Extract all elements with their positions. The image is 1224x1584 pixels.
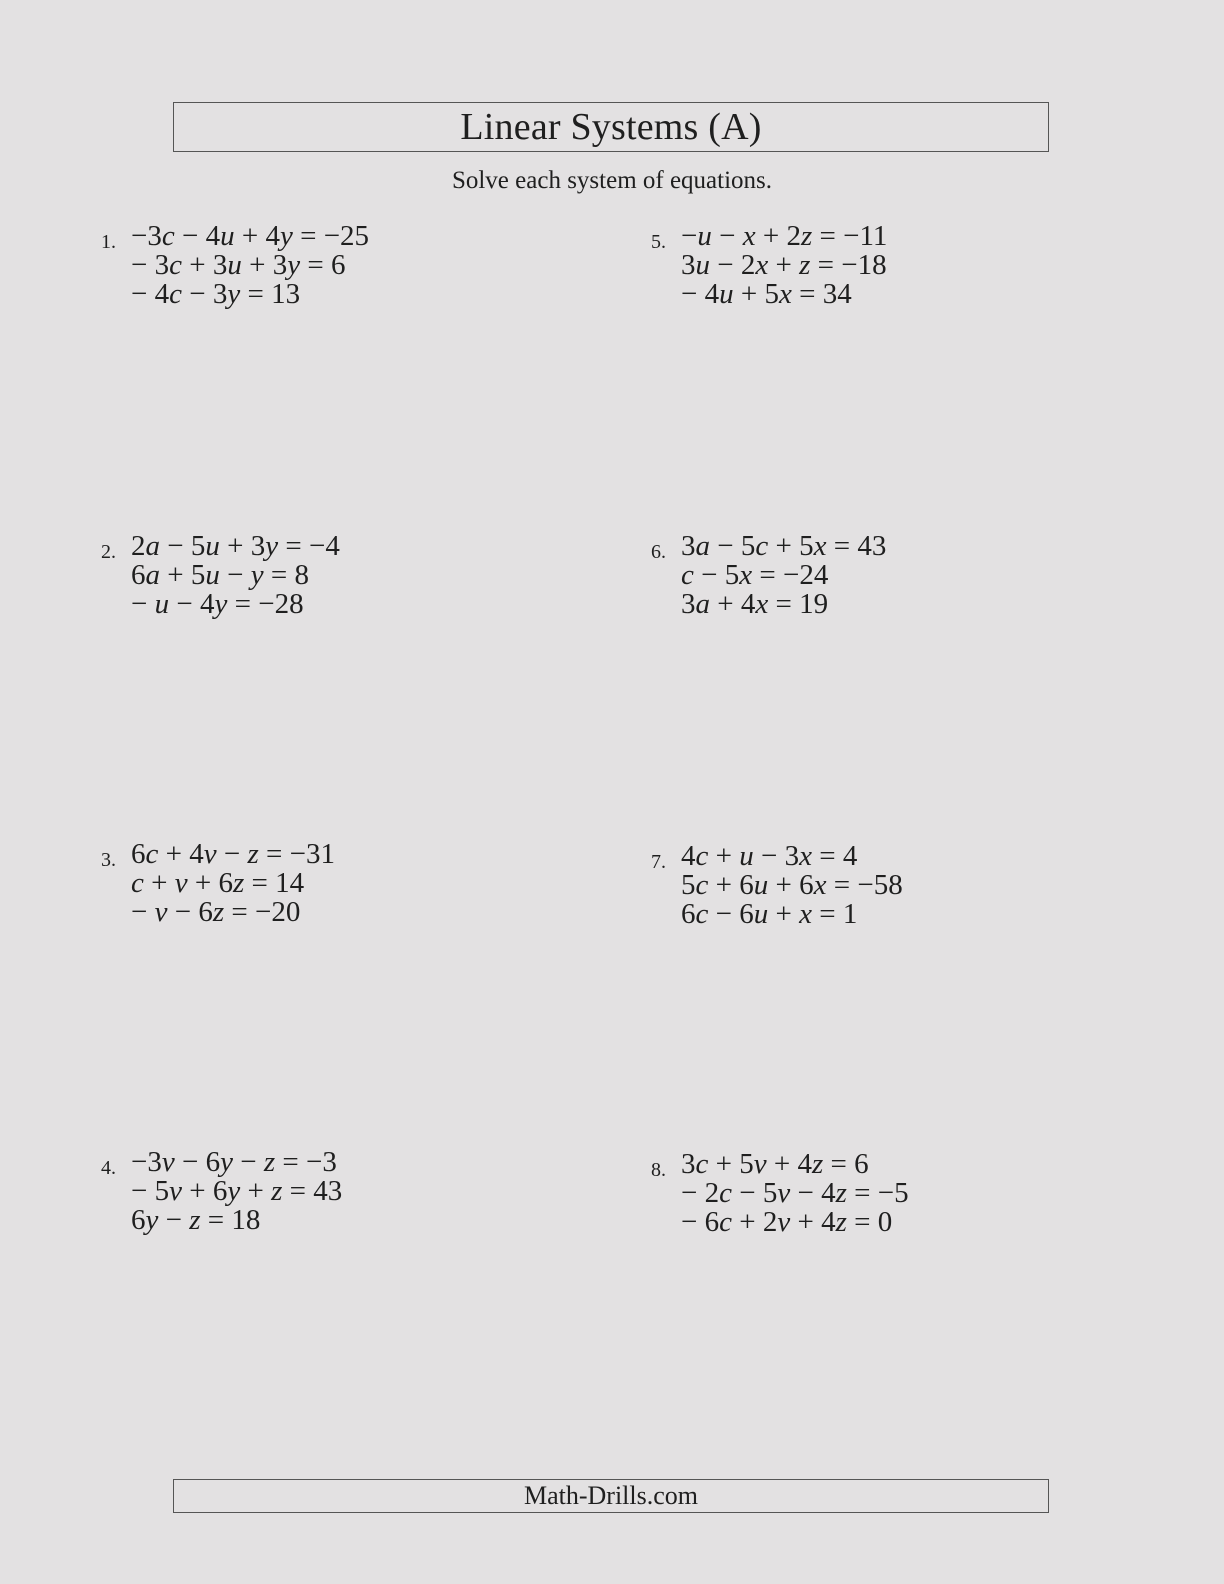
equation: 3a − 5c + 5x = 43: [681, 530, 887, 562]
equation: 3u − 2x + z = −18: [681, 249, 887, 281]
problem-number: 3.: [101, 849, 116, 871]
instructions: Solve each system of equations.: [451, 167, 773, 194]
equation: −u − x + 2z = −11: [681, 220, 888, 252]
equation: − 2c − 5v − 4z = −5: [681, 1177, 909, 1209]
equation: 6y − z = 18: [131, 1204, 261, 1236]
equation: 6c + 4v − z = −31: [131, 838, 335, 870]
equation-system: [131, 222, 369, 309]
equation: − 4u + 5x = 34: [681, 278, 852, 310]
problem-number: 1.: [101, 231, 116, 253]
problem-number: 6.: [651, 541, 666, 563]
equation: −3c − 4u + 4y = −25: [131, 220, 370, 252]
equation: 3a + 4x = 19: [681, 588, 829, 620]
equation: − u − 4y = −28: [131, 588, 304, 620]
problem-number: 5.: [651, 231, 666, 253]
equation: 6c − 6u + x = 1: [681, 898, 858, 930]
equation: c − 5x = −24: [681, 559, 829, 591]
footer-site: Math-Drills.com: [523, 1481, 699, 1510]
equation-system: [681, 1150, 909, 1237]
equation: 5c + 6u + 6x = −58: [681, 869, 903, 901]
page-title: Linear Systems (A): [460, 106, 762, 148]
problem-number: 8.: [651, 1159, 666, 1181]
footer-box: [173, 1479, 1049, 1513]
title-box: [173, 102, 1049, 152]
problem-number: 4.: [101, 1157, 116, 1179]
equation: c + v + 6z = 14: [131, 867, 305, 899]
problem-number: 7.: [651, 851, 666, 873]
equation-system: [131, 1148, 342, 1235]
equation-system: [131, 532, 340, 619]
equation-system: [681, 222, 887, 309]
equation-system: [681, 842, 903, 929]
equation: − v − 6z = −20: [131, 896, 301, 928]
equation: 6a + 5u − y = 8: [131, 559, 309, 591]
equation: − 5v + 6y + z = 43: [131, 1175, 343, 1207]
equation-system: [681, 532, 886, 619]
equation-system: [131, 840, 335, 927]
equation: − 6c + 2v + 4z = 0: [681, 1206, 893, 1238]
equation: 2a − 5u + 3y = −4: [131, 530, 340, 562]
equation: −3v − 6y − z = −3: [131, 1146, 337, 1178]
equation: 4c + u − 3x = 4: [681, 840, 858, 872]
problem-number: 2.: [101, 541, 116, 563]
equation: 3c + 5v + 4z = 6: [681, 1148, 869, 1180]
equation: − 4c − 3y = 13: [131, 278, 301, 310]
equation: − 3c + 3u + 3y = 6: [131, 249, 346, 281]
